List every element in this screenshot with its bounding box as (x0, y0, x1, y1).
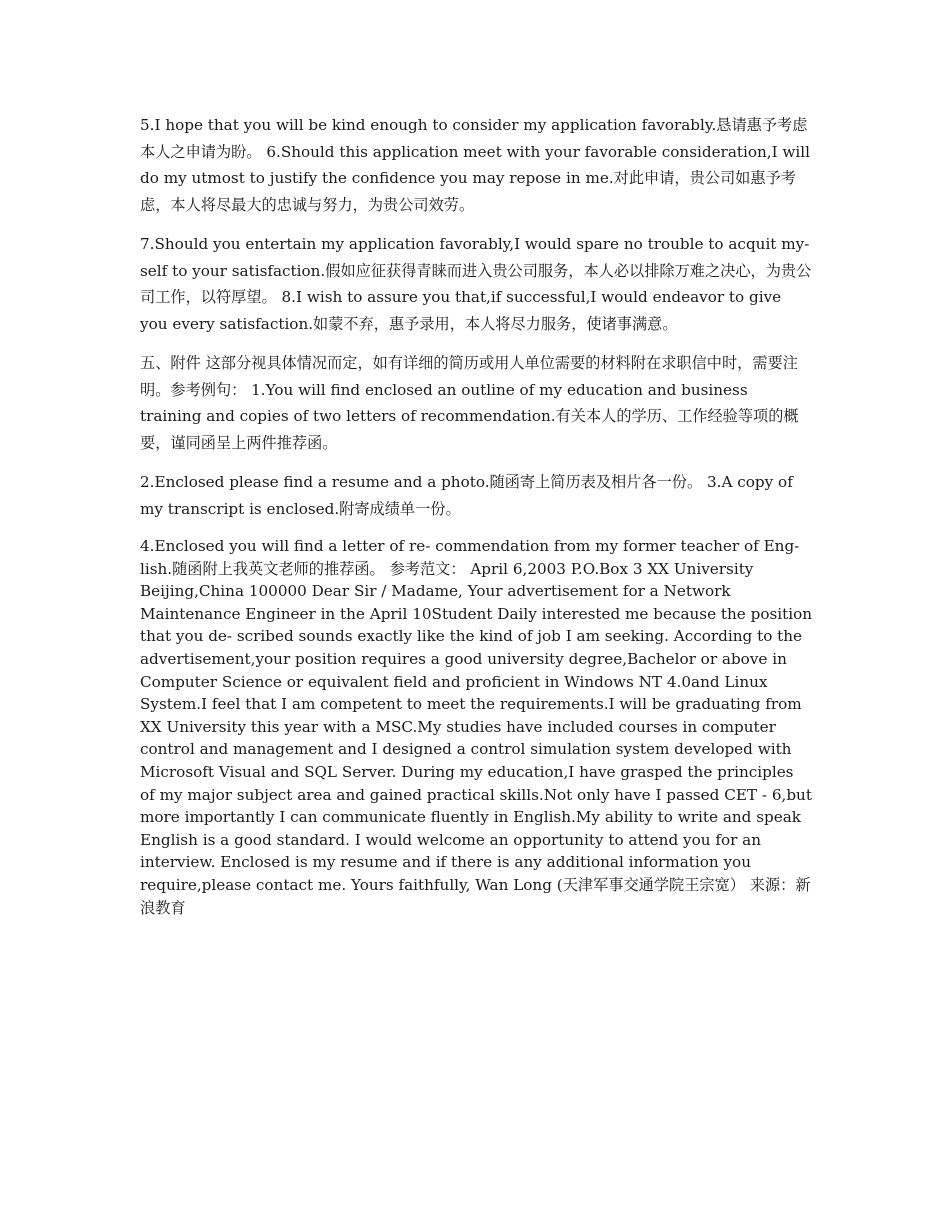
paragraph-sample-letter: 4.Enclosed you will find a letter of re- commendation from my former teacher of Eng- lish.随函附上我英文老师的推荐函。 参考范文： April 6,2003 P.O.Box 3 XX University Beijing,China 100000 Dear Sir / Madame, Your advertisement for a Network Maintenance Engineer in the April 10Student Daily interested me because the position that you de- scribed sounds exactly like the kind of job I am seeking. According to the advertisement,your position requires a good university degree,Bachelor or above in Computer Science or equivalent field and proficient in Windows NT 4.0and Linux System.I feel that I am competent to meet the requirements.I will be graduating from XX University this year with a MSC.My studies have included courses in computer control and management and I designed a control simulation system developed with Microsoft Visual and SQL Server. During my education,I have grasped the principles of my major subject area and gained practical skills.Not only have I passed CET - 6,but more importantly I can communicate fluently in English.My ability to write and speak English is a good standard. I would welcome an opportunity to attend you for an interview. Enclosed is my resume and if there is any additional information you require,please contact me. Yours faithfully, Wan Long (天津军事交通学院王宗宽） 来源：新浪教育 (140, 537, 813, 917)
document-page (140, 112, 812, 932)
paragraph-closing-phrases-1: 5.I hope that you will be kind enough to consider my application favorably.恳请惠予考虑本人之申请为盼。 6.Should this application meet with your favorable consideration,I will do my utmost to justify the confidence you may repose in me.对此申请，贵公司如惠予考虑，本人将尽最大的忠诚与努力，为贵公司效劳。 (140, 116, 810, 214)
paragraph-attachments-examples: 2.Enclosed please find a resume and a photo.随函寄上简历表及相片各一份。 3.A copy of my transcript is enclosed.附寄成绩单一份。 (140, 473, 793, 518)
paragraph-attachments-intro: 五、附件 这部分视具体情况而定，如有详细的简历或用人单位需要的材料附在求职信中时，需要注明。参考例句： 1.You will find enclosed an outline of my education and business training and copies of two letters of recommendation.有关本人的学历、工作经验等项的概要，谨同函呈上两件推荐函。 (140, 354, 799, 452)
paragraph-closing-phrases-2: 7.Should you entertain my application favorably,I would spare no trouble to acquit my- self to your satisfaction.假如应征获得青睐而进入贵公司服务，本人必以排除万难之决心，为贵公司工作，以符厚望。 8.I wish to assure you that,if successful,I would endeavor to give you every satisfaction.如蒙不弃，惠予录用，本人将尽力服务，使诸事满意。 (140, 235, 812, 333)
